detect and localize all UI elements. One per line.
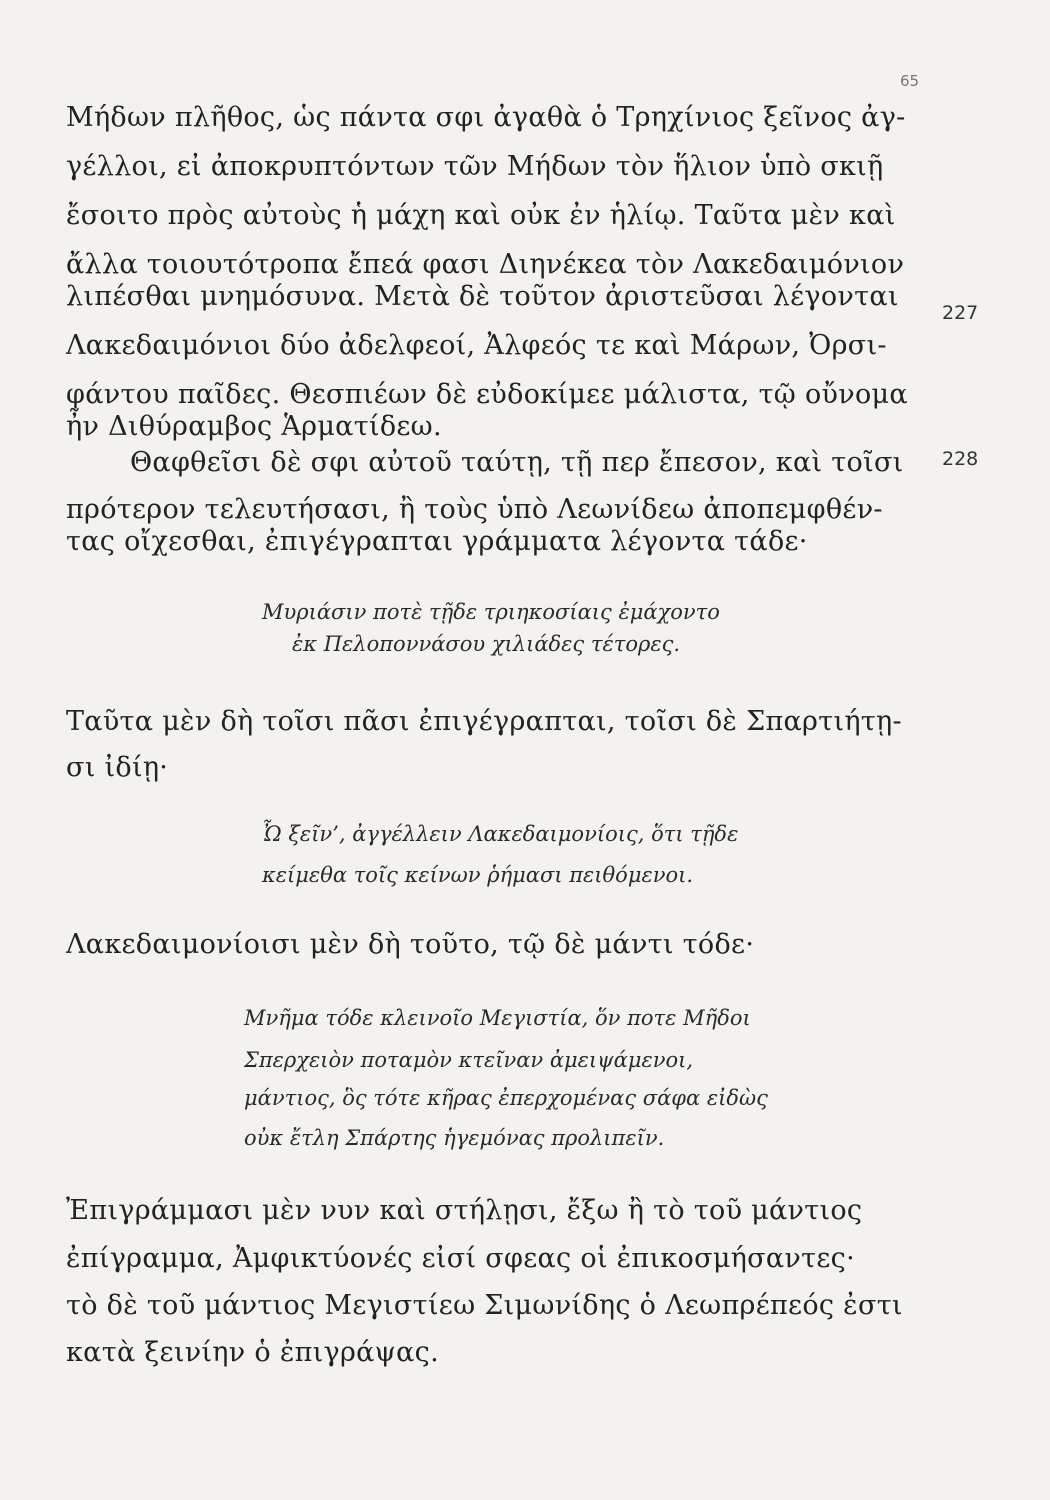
text-line: κατὰ ξεινίην ὁ ἐπιγράψας. <box>66 1337 439 1368</box>
verse-line: Μνῆμα τόδε κλεινοῖο Μεγιστία, ὅν ποτε Μῆδοι <box>244 1006 751 1030</box>
text-line: σι ἰδίῃ· <box>66 752 169 783</box>
text-line: τὸ δὲ τοῦ μάντιος Μεγιστίεω Σιμωνίδης ὁ Λεωπρέπεός ἐστι <box>66 1290 903 1321</box>
verse-line: ἐκ Πελοποννάσου χιλιάδες τέτορες. <box>292 632 681 656</box>
verse-line: Ὦ ξεῖν’, ἀγγέλλειν Λακεδαιμονίοις, ὅτι τῇδε <box>262 822 739 846</box>
text-line: Μήδων πλῆθος, ὡς πάντα σφι ἀγαθὰ ὁ Τρηχίνιος ξεῖνος ἀγ- <box>66 102 906 133</box>
verse-line: κείμεθα τοῖς κείνων ῥήμασι πειθόμενοι. <box>262 863 694 887</box>
text-line: Λακεδαιμονίοισι μὲν δὴ τοῦτο, τῷ δὲ μάντι τόδε· <box>66 929 755 960</box>
text-line: λιπέσθαι μνημόσυνα. Μετὰ δὲ τοῦτον ἀριστεῦσαι λέγονται <box>66 281 899 312</box>
text-line: ἦν Διθύραμβος Ἁρματίδεω. <box>66 411 442 442</box>
text-line: τας οἴχεσθαι, ἐπιγέγραπται γράμματα λέγοντα τάδε· <box>66 526 808 557</box>
verse-line: Μυριάσιν ποτὲ τῇδε τριηκοσίαις ἐμάχοντο <box>262 600 720 624</box>
text-line: γέλλοι, εἰ ἀποκρυπτόντων τῶν Μήδων τὸν ἥλιον ὑπὸ σκιῇ <box>66 151 884 182</box>
verse-line: Σπερχειὸν ποταμὸν κτεῖναν ἀμειψάμενοι, <box>244 1048 694 1072</box>
verse-line: οὐκ ἔτλη Σπάρτης ἡγεμόνας προλιπεῖν. <box>244 1126 665 1150</box>
text-line: ἄλλα τοιουτότροπα ἔπεά φασι Διηνέκεα τὸν Λακεδαιμόνιον <box>66 249 905 280</box>
text-line: πρότερον τελευτήσασι, ἢ τοὺς ὑπὸ Λεωνίδεω ἀποπεμφθέν- <box>66 494 883 525</box>
margin-section-number: 227 <box>942 302 979 324</box>
text-line: Ταῦτα μὲν δὴ τοῖσι πᾶσι ἐπιγέγραπται, τοῖσι δὲ Σπαρτιήτῃ- <box>66 706 902 737</box>
verse-line: μάντιος, ὃς τότε κῆρας ἐπερχομένας σάφα εἰδὼς <box>244 1086 768 1110</box>
text-line: φάντου παῖδες. Θεσπιέων δὲ εὐδοκίμεε μάλιστα, τῷ οὔνομα <box>66 379 908 410</box>
text-line: ἐπίγραμμα, Ἀμφικτύονές εἰσί σφεας οἱ ἐπικοσμήσαντες· <box>66 1243 855 1274</box>
page-number: 65 <box>900 72 920 90</box>
text-line: ἔσοιτο πρὸς αὐτοὺς ἡ μάχη καὶ οὐκ ἐν ἡλίῳ. Ταῦτα μὲν καὶ <box>66 200 896 231</box>
text-line: Λακεδαιμόνιοι δύο ἀδελφεοί, Ἀλφεός τε καὶ Μάρων, Ὀρσι- <box>66 330 887 361</box>
margin-section-number: 228 <box>942 448 979 470</box>
text-line: Ἐπιγράμμασι μὲν νυν καὶ στήλῃσι, ἔξω ἢ τὸ τοῦ μάντιος <box>66 1195 863 1226</box>
text-line: Θαφθεῖσι δὲ σφι αὐτοῦ ταύτῃ, τῇ περ ἔπεσον, καὶ τοῖσι <box>130 447 904 478</box>
